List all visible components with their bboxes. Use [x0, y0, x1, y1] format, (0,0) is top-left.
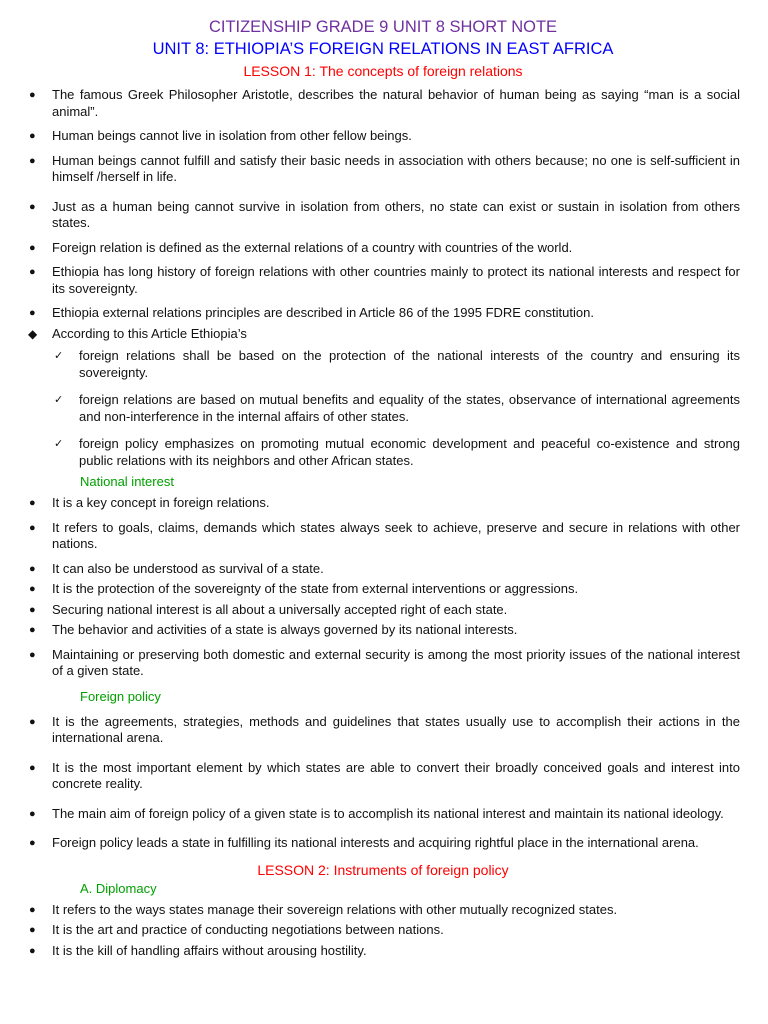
list-item: ● Foreign policy leads a state in fulfilling its national interests and acquiring rightful place in the international arena.: [29, 835, 699, 850]
list-item: ● Securing national interest is all about a universally accepted right of each state.: [29, 601, 508, 617]
list-item: ● It is the agreements, strategies, methods and guidelines that states usually use to accomplish their actions in the international arena.: [29, 713, 740, 745]
list-item: ● Maintaining or preserving both domestic and external security is among the most priority issues of the national interest of a given state.: [29, 646, 740, 678]
list-item: ● It is the most important element by which states are able to convert their broadly conceived goals and interest into concrete reality.: [29, 759, 740, 791]
foreign-policy-list: [26, 714, 740, 852]
diplomacy-heading: A. Diplomacy: [80, 880, 157, 896]
lesson-1-list: [26, 87, 740, 469]
bullet-icon: ●: [29, 562, 36, 575]
bullet-icon: ●: [29, 624, 36, 636]
document-title: CITIZENSHIP GRADE 9 UNIT 8 SHORT NOTE: [208, 18, 558, 36]
article-heading: ◆ According to this Article Ethiopia’s: [28, 325, 247, 341]
bullet-icon: ●: [29, 761, 36, 774]
bullet-icon: ●: [29, 583, 36, 595]
bullet-icon: ●: [29, 266, 36, 278]
bullet-icon: ●: [29, 154, 36, 167]
bullet-icon: ●: [29, 307, 36, 319]
list-item: ● Just as a human being cannot survive in isolation from others, no state can exist or sustain in isolation from others states.: [29, 198, 740, 230]
check-icon: ✓: [54, 438, 64, 450]
list-item: ● It is a key concept in foreign relations.: [29, 495, 270, 510]
bullet-icon: ●: [29, 200, 36, 213]
bullet-icon: ●: [29, 648, 36, 661]
unit-title: UNIT 8: ETHIOPIA’S FOREIGN RELATIONS IN EAST AFRICA: [152, 40, 614, 58]
list-item: ● It refers to goals, claims, demands which states always seek to achieve, preserve and secure in relations with other nations.: [29, 519, 740, 551]
list-item: ● It is the protection of the sovereignty of the state from external interventions or aggressions.: [29, 581, 579, 596]
foreign-policy-heading: Foreign policy: [80, 688, 161, 704]
foreign-relation-term: Foreign relation: [52, 239, 143, 255]
bullet-icon: ●: [29, 130, 36, 142]
bullet-icon: ●: [29, 903, 36, 916]
list-item: ● The behavior and activities of a state is always governed by its national interests.: [29, 622, 518, 637]
list-item: ● Human beings cannot fulfill and satisfy their basic needs in association with others because; no one is self-sufficient in himself /herself in life.: [29, 152, 740, 184]
list-item: ● The main aim of foreign policy of a given state is to accomplish its national interest and maintain its national ideology.: [29, 805, 724, 821]
list-item: ● It is the art and practice of conducting negotiations between nations.: [29, 922, 444, 937]
bullet-icon: ●: [29, 497, 36, 509]
sub-list-item: ✓ foreign policy emphasizes on promoting mutual economic development and peaceful co-existence and strong public relations with its neighbors and other African states.: [54, 436, 740, 468]
bullet-icon: ●: [29, 944, 36, 957]
bullet-icon: ●: [29, 837, 36, 849]
list-item: ● It can also be understood as survival of a state.: [29, 560, 324, 576]
list-item: ● Ethiopia has long history of foreign relations with other countries mainly to protect its national interests and respect for its sovereignty.: [29, 264, 740, 296]
check-icon: ✓: [54, 394, 64, 406]
lesson-1-heading: LESSON 1: The concepts of foreign relations: [243, 63, 523, 79]
list-item: ● The famous Greek Philosopher Aristotle, describes the natural behavior of human being as saying “man is a social animal”.: [29, 87, 740, 119]
list-item: ● It is the kill of handling affairs without arousing hostility.: [29, 942, 367, 958]
sub-list-item: ✓ foreign relations are based on mutual benefits and equality of the states, observance of international agreements and non-interference in the internal affairs of other states.: [54, 392, 740, 424]
diamond-icon: ◆: [28, 326, 38, 341]
list-item: ● Human beings cannot live in isolation from other fellow beings.: [29, 128, 412, 143]
list-item: ● It refers to the ways states manage their sovereign relations with other mutually recognized states.: [29, 901, 618, 917]
bullet-icon: ●: [29, 924, 36, 936]
list-item: ● Ethiopia external relations principles are described in Article 86 of the 1995 FDRE constitution.: [29, 305, 594, 320]
bullet-icon: ●: [29, 521, 36, 534]
bullet-icon: ●: [29, 715, 36, 728]
diplomacy-list: [26, 902, 740, 960]
bullet-icon: ●: [29, 603, 36, 616]
national-interest-list: [26, 495, 740, 680]
check-icon: ✓: [54, 350, 64, 362]
national-interest-heading: National interest: [80, 474, 174, 489]
lesson-2-heading: LESSON 2: Instruments of foreign policy: [257, 861, 509, 878]
bullet-icon: ●: [29, 89, 36, 101]
bullet-icon: ●: [29, 807, 36, 820]
sub-list-item: ✓ foreign relations shall be based on the protection of the national interests of the country and ensuring its sovereignty.: [54, 348, 740, 380]
list-item: ● Foreign relation is defined as the external relations of a country with countries of the world.: [29, 239, 573, 255]
bullet-icon: ●: [29, 241, 36, 254]
